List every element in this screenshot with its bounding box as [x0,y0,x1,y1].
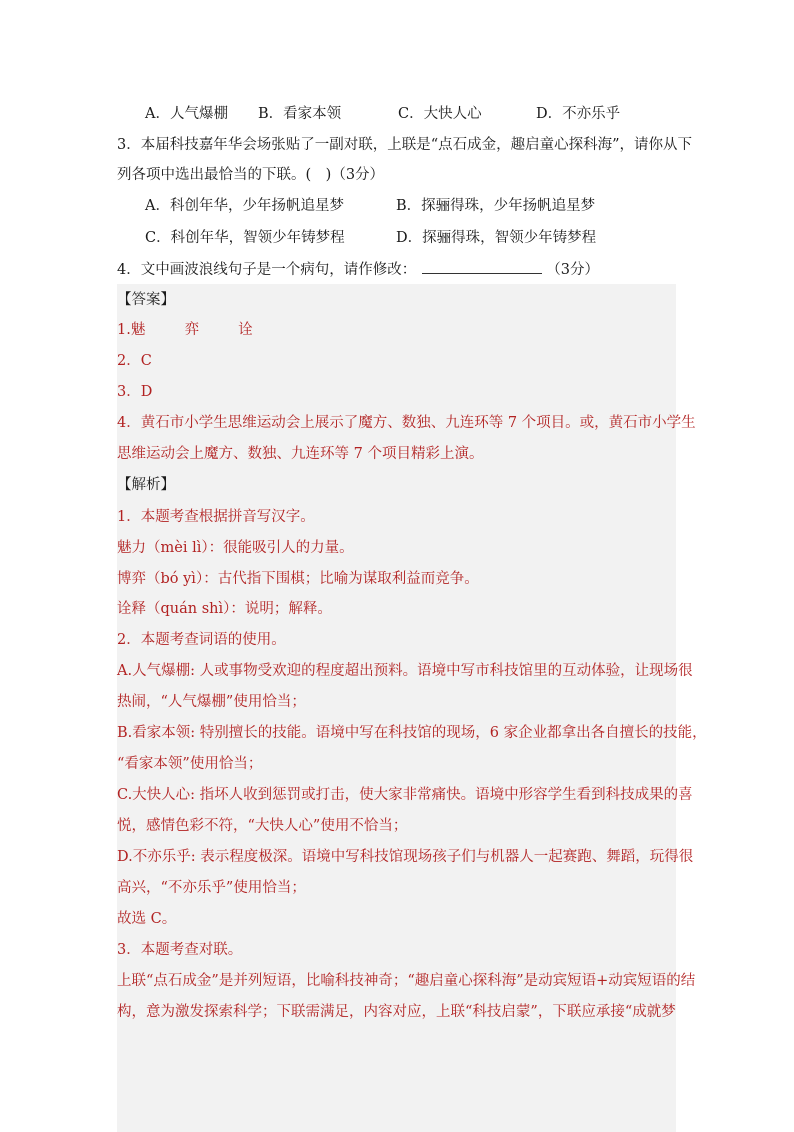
q4-score: （3分） [546,262,599,278]
analysis-p10: 故选 C。 [117,911,177,927]
analysis-p11: 3．本题考查对联。 [117,942,243,958]
q3-option-b: B．探骊得珠，少年扬帆追星梦 [396,198,596,214]
analysis-p1: 1．本题考查根据拼音写汉字。 [117,509,315,525]
q2-option-a: A．人气爆棚 [145,106,228,122]
analysis-p9-line1: D.不亦乐乎: 表示程度极深。语境中写科技馆现场孩子们与机器人一起赛跑、舞蹈，玩得很 [117,849,694,865]
analysis-p9-line2: 高兴，“不亦乐乎”使用恰当； [117,880,306,896]
q3-stem-line1: 3．本届科技嘉年华会场张贴了一副对联，上联是“点石成金，趣启童心探科海”，请你从下 [117,137,693,153]
analysis-p12-line2: 构，意为激发探索科学；下联需满足，内容对应，上联“科技启蒙”，下联应承接“成就梦 [117,1004,676,1020]
answer-1-word-1: 1.魅 [117,322,146,338]
analysis-p6-line1: A.人气爆棚: 人或事物受欢迎的程度超出预料。语境中写市科技馆里的互动体验，让现场很 [117,663,693,679]
answer-3: 3．D [117,384,153,400]
analysis-p12-line1: 上联“点石成金”是并列短语，比喻科技神奇；“趣启童心探科海”是动宾短语+动宾短语的结 [117,973,696,989]
analysis-p5: 2．本题考查词语的使用。 [117,632,286,648]
analysis-p4: 诠释（quán shì）：说明；解释。 [117,601,332,617]
analysis-p7-line1: B.看家本领: 特别擅长的技能。语境中写在科技馆的现场，6 家企业都拿出各自擅长的技能， [117,725,707,741]
answer-2: 2．C [117,353,152,369]
q3-option-a: A．科创年华，少年扬帆追星梦 [145,198,344,214]
analysis-p2: 魅力（mèi lì）：很能吸引人的力量。 [117,540,354,556]
q4-stem: 4．文中画波浪线句子是一个病句，请作修改： [117,262,417,278]
answer-1-word-3: 诠 [238,322,253,338]
answer-4-line2: 思维运动会上魔方、数独、九连环等 7 个项目精彩上演。 [117,446,484,462]
analysis-p7-line2: “看家本领”使用恰当； [117,756,263,772]
answer-heading: 【答案】 [117,292,175,308]
answer-4-line1: 4．黄石市小学生思维运动会上展示了魔方、数独、九连环等 7 个项目。或，黄石市小学生 [117,415,696,431]
analysis-p6-line2: 热闹，“人气爆棚”使用恰当； [117,694,306,710]
analysis-p8-line2: 悦，感情色彩不符，“大快人心”使用不恰当； [117,818,408,834]
q2-option-c: C．大快人心 [398,106,482,122]
analysis-p8-line1: C.大快人心: 指坏人收到惩罚或打击，使大家非常痛快。语境中形容学生看到科技成果的喜 [117,787,693,803]
analysis-heading: 【解析】 [117,477,175,493]
q2-option-d: D．不亦乐乎 [536,106,621,122]
answer-blank [422,259,542,274]
q3-option-c: C．科创年华，智领少年铸梦程 [145,230,345,246]
analysis-p3: 博弈（bó yì）：古代指下围棋；比喻为谋取利益而竞争。 [117,571,479,587]
answer-1-word-2: 弈 [184,322,200,338]
q4-line [117,259,599,280]
q3-stem-line2: 列各项中选出最恰当的下联。( )（3分） [117,167,385,183]
answer-1 [117,320,253,340]
q3-option-d: D．探骊得珠，智领少年铸梦程 [396,230,597,246]
q2-option-b: B．看家本领 [258,106,342,122]
